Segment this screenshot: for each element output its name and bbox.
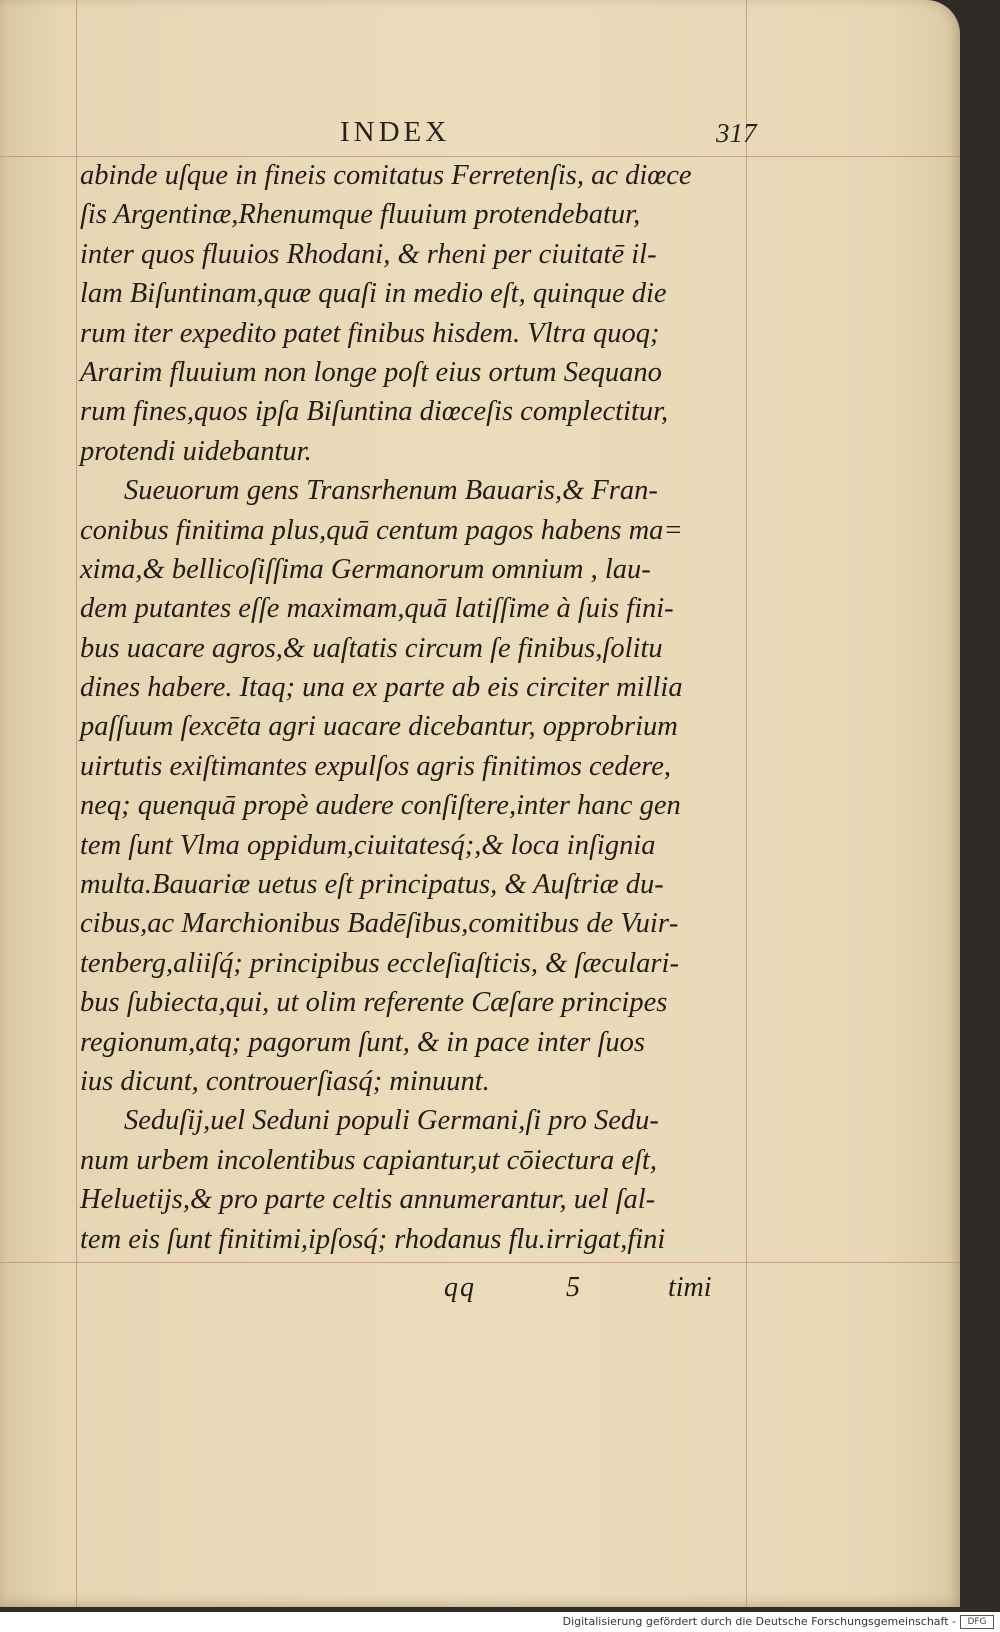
- text-line: inter quos fluuios Rhodani, & rheni per ciuitatē il‑: [80, 238, 657, 270]
- text-line: tem eis ſunt finitimi,ipſosq́; rhodanus flu.irrigat,fini: [80, 1223, 666, 1255]
- margin-rule-left: [76, 0, 77, 1607]
- text-line: ſis Argentinæ,Rhenumque fluuium protendebatur,: [80, 199, 641, 231]
- catchword: timi: [668, 1272, 712, 1303]
- signature-number: 5: [566, 1272, 580, 1303]
- margin-rule-right: [746, 0, 747, 1607]
- text-line: tenberg,aliiſq́; principibus eccleſiaſticis, & ſæculari‑: [80, 947, 679, 979]
- footer-credit: Digitalisierung gefördert durch die Deutsche Forschungsgemeinschaft -: [562, 1615, 956, 1628]
- text-line: regionum,atq; pagorum ſunt, & in pace inter ſuos: [80, 1026, 645, 1058]
- text-line: num urbem incolentibus capiantur,ut cōiectura eſt,: [80, 1144, 658, 1176]
- text-line: tem ſunt Vlma oppidum,ciuitatesq́;,& loca inſignia: [80, 829, 656, 861]
- text-line: Heluetijs,& pro parte celtis annumerantur, uel ſal‑: [80, 1184, 656, 1216]
- text-line: rum iter expedito patet finibus hisdem. Vltra quoq;: [80, 317, 660, 349]
- signature-mark: qq: [444, 1272, 476, 1303]
- text-line: uirtutis exiſtimantes expulſos agris finitimos cedere,: [80, 750, 672, 782]
- text-line: cibus,ac Marchionibus Badēſibus,comitibus de Vuir‑: [80, 908, 679, 940]
- page-header: [0, 116, 960, 156]
- paragraph: [80, 1101, 740, 1259]
- text-line: conibus finitima plus,quā centum pagos habens ma=: [80, 514, 683, 546]
- running-title: INDEX: [340, 116, 451, 148]
- text-line: Sueuorum gens Transrhenum Bauaris,& Fran‑: [124, 475, 658, 507]
- text-line: bus uacare agros,& uaſtatis circum ſe finibus,ſolitu: [80, 632, 663, 664]
- text-line: protendi uidebantur.: [80, 435, 312, 467]
- text-line: neq; quenquā propè audere conſiſtere,inter hanc gen: [80, 790, 681, 822]
- text-line: xima,& bellicoſiſſima Germanorum omnium , lau‑: [80, 553, 651, 585]
- text-line: dem putantes eſſe maximam,quā latiſſime à ſuis fini‑: [80, 593, 674, 625]
- paragraph: [80, 471, 740, 1101]
- text-line: rum fines,quos ipſa Biſuntina diœceſis complectitur,: [80, 396, 669, 428]
- text-block: [80, 156, 740, 1259]
- page-number: 317: [716, 118, 757, 148]
- text-line: Seduſij,uel Seduni populi Germani,ſi pro Sedu‑: [124, 1105, 659, 1137]
- catchline: [0, 1272, 960, 1312]
- text-line: abinde uſque in fineis comitatus Ferretenſis, ac diœce: [80, 160, 692, 191]
- text-line: lam Biſuntinam,quæ quaſi in medio eſt, quinque die: [80, 278, 667, 310]
- text-line: paſſuum ſexcēta agri uacare dicebantur, opprobrium: [80, 711, 678, 743]
- text-line: multa.Bauariæ uetus eſt principatus, & Auſtriæ du‑: [80, 869, 664, 901]
- text-line: dines habere. Itaq; una ex parte ab eis circiter millia: [80, 672, 683, 704]
- paragraph: [80, 156, 740, 471]
- dfg-logo: DFG: [960, 1615, 994, 1629]
- text-line: ius dicunt, controuerſiasq́; minuunt.: [80, 1065, 490, 1097]
- footer-bar: [0, 1612, 1000, 1632]
- margin-rule-bottom: [0, 1262, 960, 1263]
- text-line: Ararim fluuium non longe poſt eius ortum Sequano: [80, 356, 662, 388]
- text-line: bus ſubiecta,qui, ut olim referente Cæſare principes: [80, 987, 668, 1019]
